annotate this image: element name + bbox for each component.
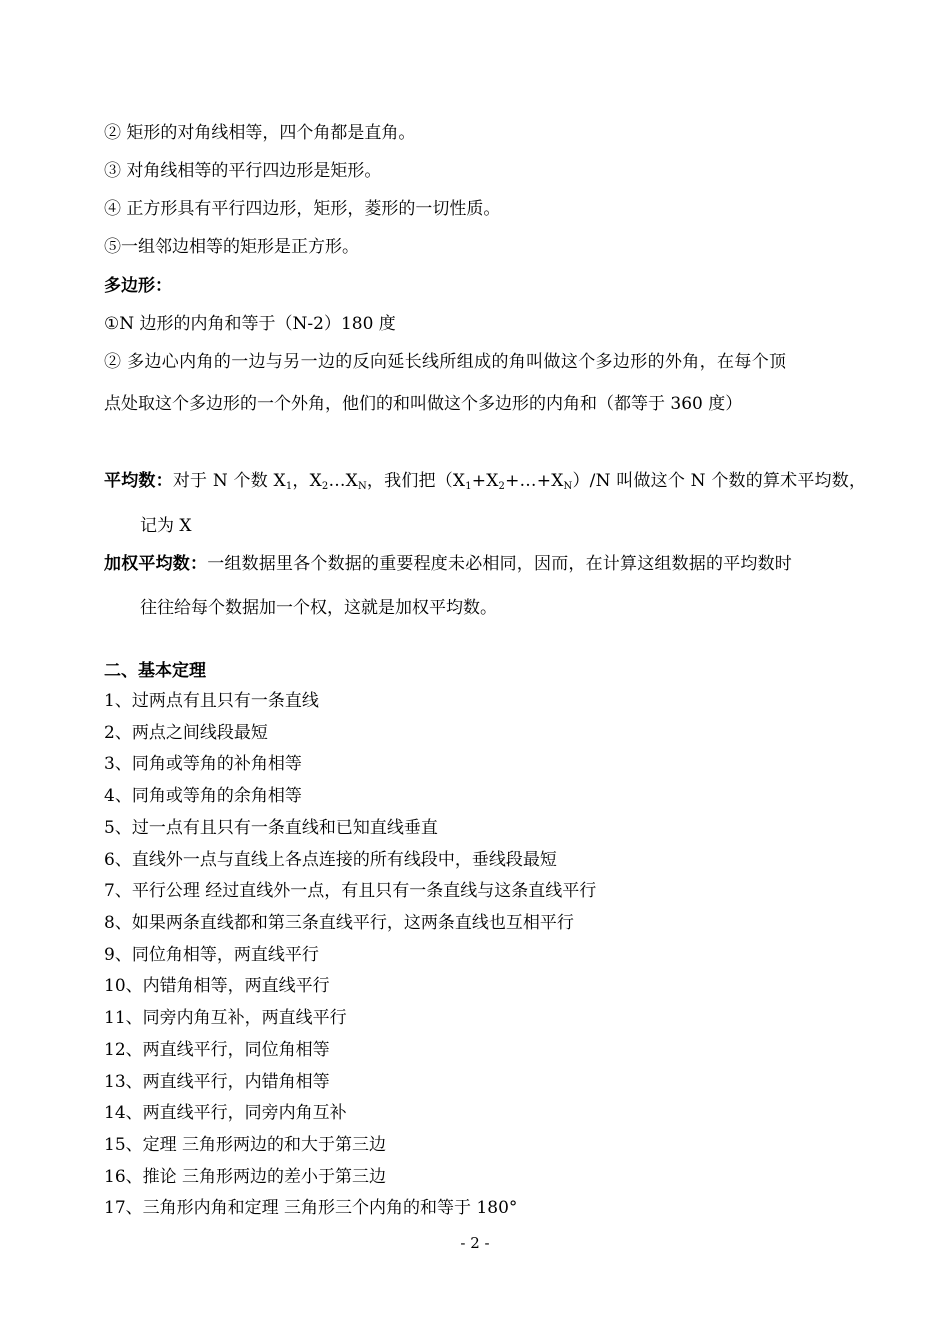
theorem-item: 13、两直线平行，内错角相等 — [104, 1072, 330, 1092]
rect-prop-2: ② 矩形的对角线相等，四个角都是直角。 — [104, 123, 416, 143]
mean-line-2: 记为 X — [140, 516, 192, 536]
weighted-mean-definition: 加权平均数：一组数据里各个数据的重要程度未必相同，因而，在计算这组数据的平均数时 — [104, 554, 793, 574]
theorem-item: 1、过两点有且只有一条直线 — [104, 691, 319, 711]
theorem-item: 10、内错角相等，两直线平行 — [104, 976, 330, 996]
polygon-item-2-line-2: 点处取这个多边形的一个外角，他们的和叫做这个多边形的内角和（都等于 360 度） — [104, 394, 743, 414]
theorem-item: 9、同位角相等，两直线平行 — [104, 945, 319, 965]
theorem-item: 3、同角或等角的补角相等 — [104, 754, 302, 774]
theorem-item: 11、同旁内角互补，两直线平行 — [104, 1008, 347, 1028]
theorem-item: 17、三角形内角和定理 三角形三个内角的和等于 180° — [104, 1198, 518, 1218]
polygon-heading: 多边形： — [104, 276, 172, 296]
polygon-item-1: ①N 边形的内角和等于（N-2）180 度 — [104, 314, 396, 334]
rect-prop-3: ③ 对角线相等的平行四边形是矩形。 — [104, 161, 382, 181]
theorem-item: 8、如果两条直线都和第三条直线平行，这两条直线也互相平行 — [104, 913, 574, 933]
theorem-item: 5、过一点有且只有一条直线和已知直线垂直 — [104, 818, 438, 838]
weighted-mean-label: 加权平均数： — [104, 554, 208, 574]
theorem-item: 6、直线外一点与直线上各点连接的所有线段中，垂线段最短 — [104, 850, 557, 870]
theorem-item: 14、两直线平行，同旁内角互补 — [104, 1103, 347, 1123]
polygon-item-2-line-1: ② 多边心内角的一边与另一边的反向延长线所组成的角叫做这个多边形的外角，在每个顶 — [104, 352, 787, 372]
mean-label: 平均数： — [104, 471, 173, 491]
theorems-heading: 二、基本定理 — [104, 661, 206, 681]
theorem-item: 12、两直线平行，同位角相等 — [104, 1040, 330, 1060]
rect-prop-4: ④ 正方形具有平行四边形，矩形，菱形的一切性质。 — [104, 199, 501, 219]
mean-definition: 平均数：对于 N 个数 $X_1$，$X_2\dots X_N$，我们把$(X_1+X_2+\dots+X_N)/N$ 叫做这个 N 个数的算术平均数， — [104, 471, 867, 492]
theorem-item: 7、平行公理 经过直线外一点，有且只有一条直线与这条直线平行 — [104, 881, 597, 901]
theorem-item: 16、推论 三角形两边的差小于第三边 — [104, 1167, 387, 1187]
rect-prop-5: ⑤一组邻边相等的矩形是正方形。 — [104, 237, 359, 257]
theorem-item: 15、定理 三角形两边的和大于第三边 — [104, 1135, 387, 1155]
page-number: - 2 - — [460, 1234, 490, 1252]
theorem-item: 2、两点之间线段最短 — [104, 723, 268, 743]
weighted-mean-line-2: 往往给每个数据加一个权，这就是加权平均数。 — [140, 598, 497, 618]
theorem-item: 4、同角或等角的余角相等 — [104, 786, 302, 806]
